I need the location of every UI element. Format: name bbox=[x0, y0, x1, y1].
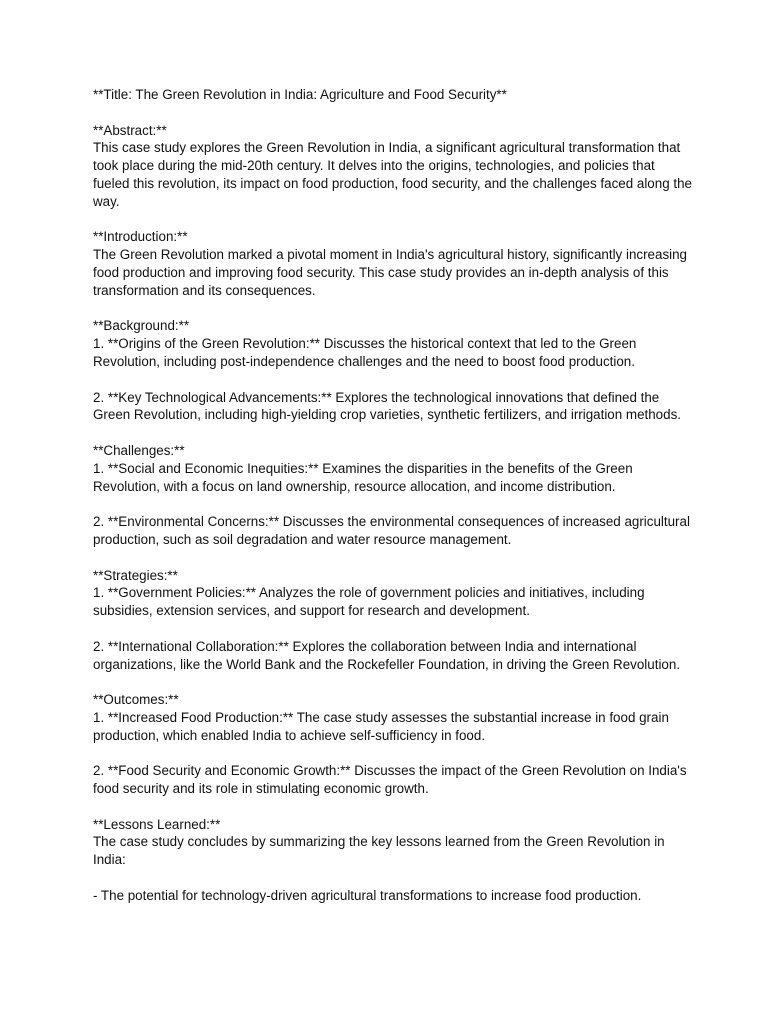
outcomes-item-2: 2. **Food Security and Economic Growth:** Discusses the impact of the Green Revolution on India's food security and its role in stimulating economic growth. bbox=[93, 763, 687, 797]
introduction-text: The Green Revolution marked a pivotal moment in India's agricultural history, significantly increasing food production and improving food security. This case study provides an in-depth analysis of this transformation and its consequences. bbox=[93, 247, 688, 298]
document-body bbox=[93, 86, 693, 922]
lessons-heading: **Lessons Learned:** bbox=[93, 816, 221, 832]
lessons-item-1: - The potential for technology-driven agricultural transformations to increase food production. bbox=[93, 887, 642, 903]
strategies-heading: **Strategies:** bbox=[93, 567, 178, 583]
challenges-item-1: 1. **Social and Economic Inequities:** Examines the disparities in the benefits of the Green Revolution, with a focus on land ownership, resource allocation, and income distribution. bbox=[93, 460, 633, 494]
background-item-2: 2. **Key Technological Advancements:** Explores the technological innovations that defined the Green Revolution, including high-yielding crop varieties, synthetic fertilizers, and irrigation methods. bbox=[93, 389, 681, 423]
background-item-1: 1. **Origins of the Green Revolution:** Discusses the historical context that led to the Green Revolution, including post-independence challenges and the need to boost food production. bbox=[93, 336, 637, 369]
challenges-item-2: 2. **Environmental Concerns:** Discusses the environmental consequences of increased agricultural production, such as soil degradation and water resource management. bbox=[93, 514, 690, 547]
background-heading: **Background:** bbox=[93, 318, 190, 334]
lessons-text: The case study concludes by summarizing the key lessons learned from the Green Revolution in India: bbox=[93, 834, 665, 868]
challenges-heading: **Challenges:** bbox=[93, 442, 185, 458]
strategies-item-2: 2. **International Collaboration:** Explores the collaboration between India and international organizations, like the World Bank and the Rockefeller Foundation, in driving the Green Revolution. bbox=[93, 638, 681, 672]
introduction-heading: **Introduction:** bbox=[93, 229, 188, 245]
abstract-heading: **Abstract:** bbox=[93, 122, 167, 138]
abstract-text: This case study explores the Green Revolution in India, a significant agricultural transformation that took place during the mid-20th century. It delves into the origins, technologies, and policies that fueled this revolution, its impact on food production, food security, and the challenges faced along the way. bbox=[93, 140, 692, 209]
document-title: **Title: The Green Revolution in India: Agriculture and Food Security** bbox=[93, 87, 507, 102]
outcomes-heading: **Outcomes:** bbox=[93, 692, 179, 708]
outcomes-item-1: 1. **Increased Food Production:** The case study assesses the substantial increase in food grain production, which enabled India to achieve self-sufficiency in food. bbox=[93, 709, 669, 743]
strategies-item-1: 1. **Government Policies:** Analyzes the role of government policies and initiatives, including subsidies, extension services, and support for research and development. bbox=[93, 585, 645, 619]
